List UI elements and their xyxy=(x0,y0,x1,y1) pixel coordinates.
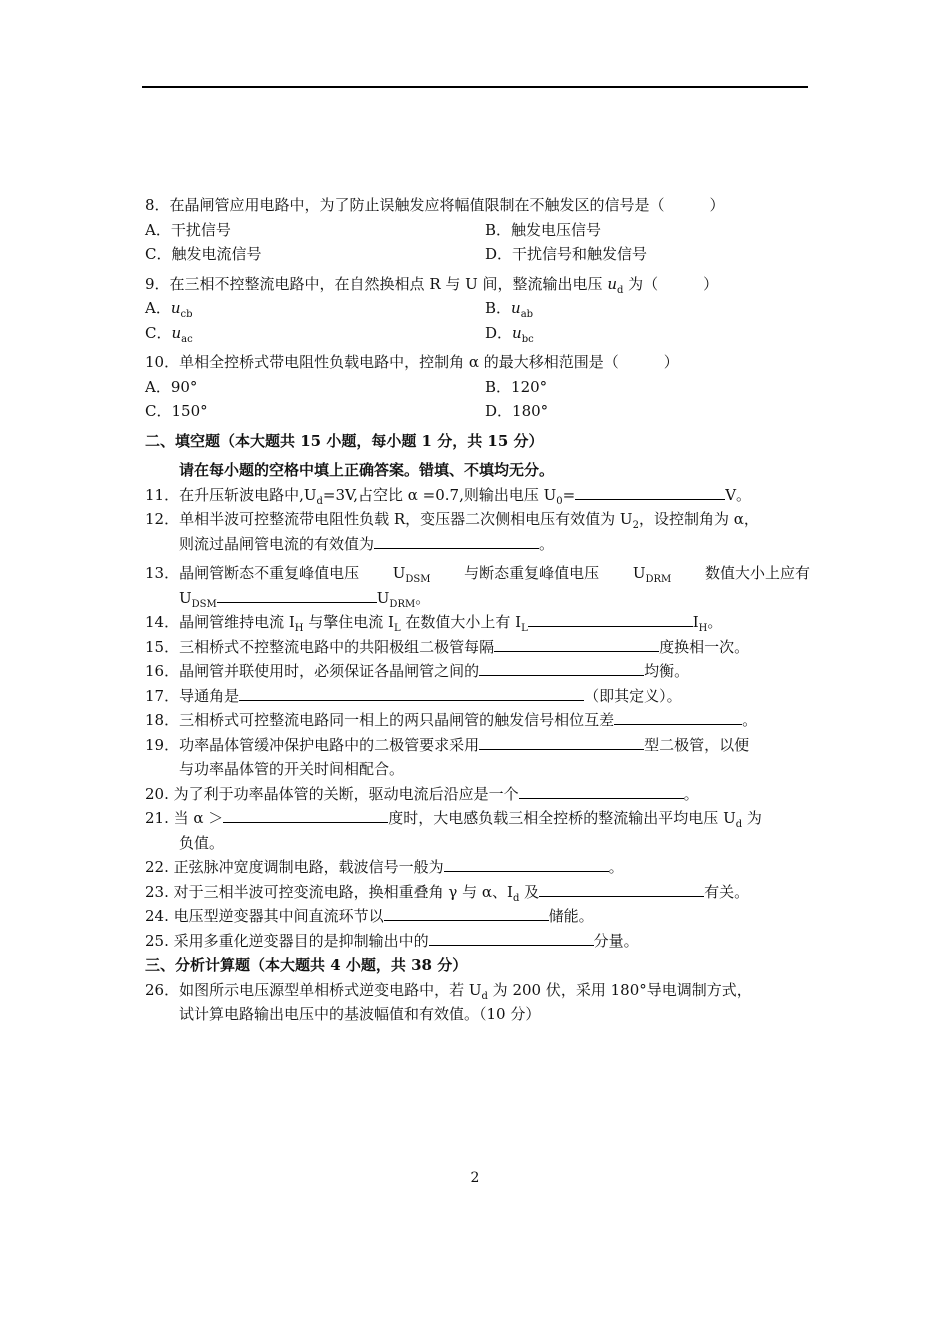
q23-sub: d xyxy=(512,892,520,904)
q25-text-2: 分量。 xyxy=(593,931,639,950)
question-12-line-2 xyxy=(145,532,810,557)
question-8-options-row-2 xyxy=(145,242,810,267)
question-13-line-2 xyxy=(145,586,810,611)
question-23 xyxy=(145,880,810,905)
answer-blank[interactable] xyxy=(519,784,684,799)
question-9-options-row-1 xyxy=(145,296,810,321)
answer-blank[interactable] xyxy=(494,637,659,652)
question-19-line-2: 与功率晶体管的开关时间相配合。 xyxy=(179,760,405,778)
question-24 xyxy=(145,904,810,929)
answer-blank[interactable] xyxy=(614,710,742,725)
option-letter: D． xyxy=(485,323,513,342)
answer-blank[interactable] xyxy=(217,588,377,603)
option-var: u xyxy=(512,323,522,342)
question-9-option-d xyxy=(485,321,534,346)
question-17 xyxy=(145,684,810,709)
question-10-option-a: A．90° xyxy=(145,377,198,396)
exam-page-body xyxy=(145,193,810,1027)
q14-sub: H xyxy=(698,623,708,634)
section-3-title: 三、分析计算题（本大题共 4 小题，共 38 分） xyxy=(145,956,468,974)
answer-blank[interactable] xyxy=(429,931,594,946)
q19-text-2: 型二极管，以便 xyxy=(644,735,750,754)
q14-text-3: 在数值大小上有 I xyxy=(400,613,522,631)
q13-text-2: 与断态重复峰值电压 xyxy=(464,564,600,582)
q17-text-2: （即其定义）。 xyxy=(584,686,682,705)
q13-end: 。 xyxy=(415,588,431,607)
question-22 xyxy=(145,855,810,880)
option-letter: A． xyxy=(145,299,171,317)
q26-text-2: 为 200 伏，采用 180°导电调制方式， xyxy=(487,980,752,999)
answer-blank[interactable] xyxy=(444,857,609,872)
q13-u: U xyxy=(632,564,646,582)
question-9-stem-end: 为（ ） xyxy=(623,274,719,293)
q12-text-4: 。 xyxy=(539,534,555,553)
q23-text-2: 及 xyxy=(519,882,540,901)
question-16 xyxy=(145,659,810,684)
question-9-stem xyxy=(145,272,810,297)
question-11 xyxy=(145,483,810,508)
q21-sub: d xyxy=(735,819,743,830)
question-10-option-c: C．150° xyxy=(145,402,208,420)
option-var: u xyxy=(511,299,521,317)
answer-blank[interactable] xyxy=(539,882,704,897)
header-rule xyxy=(142,86,808,88)
question-8-option-a: A．干扰信号 xyxy=(145,220,231,239)
q18-text-1: 18．三相桥式可控整流电路同一相上的两只晶闸管的触发信号相位互差 xyxy=(145,711,615,729)
question-8-stem: 8．在晶闸管应用电路中，为了防止误触发应将幅值限制在不触发区的信号是（ ） xyxy=(145,196,725,214)
option-sub: ac xyxy=(181,333,193,345)
q13-sub: DSM xyxy=(405,574,431,585)
q14-sub: L xyxy=(521,623,528,634)
q25-text-1: 25. 采用多重化逆变器目的是抑制输出中的 xyxy=(145,931,429,950)
q19-text-1: 19．功率晶体管缓冲保护电路中的二极管要求采用 xyxy=(145,735,480,754)
question-9-sub: d xyxy=(617,284,624,296)
q26-sub: d xyxy=(481,990,488,1002)
q23-text-3: 有关。 xyxy=(704,882,750,901)
q16-text-2: 均衡。 xyxy=(644,662,690,680)
q14-sub: L xyxy=(393,623,401,634)
question-13-line-1 xyxy=(145,561,810,586)
q26-text-1: 26．如图所示电压源型单相桥式逆变电路中，若 U xyxy=(145,980,482,999)
q20-text-2: 。 xyxy=(683,784,699,803)
answer-blank[interactable] xyxy=(384,906,549,921)
page-number: 2 xyxy=(470,1170,480,1186)
q13-u: U xyxy=(392,564,406,582)
question-10-option-d: D．180° xyxy=(485,402,549,420)
question-10-stem: 10．单相全控桥式带电阻性负载电路中，控制角 α 的最大移相范围是（ ） xyxy=(145,353,679,371)
q15-text-2: 度换相一次。 xyxy=(659,637,750,656)
option-letter: B． xyxy=(485,299,512,317)
answer-blank[interactable] xyxy=(239,686,584,701)
answer-blank[interactable] xyxy=(223,808,388,823)
question-10-options-row-2 xyxy=(145,399,810,424)
question-9-option-b xyxy=(485,296,533,321)
q15-text-1: 15．三相桥式不控整流电路中的共阳极组二极管每隔 xyxy=(145,637,495,656)
q11-sub-1: d xyxy=(316,495,323,507)
question-26-line-1 xyxy=(145,978,810,1003)
question-8-option-d: D．干扰信号和触发信号 xyxy=(485,245,648,263)
q21-text-1: 21. 当 α ＞ xyxy=(145,809,224,827)
question-9-var: u xyxy=(607,274,617,293)
answer-blank[interactable] xyxy=(479,661,644,676)
q22-text-2: 。 xyxy=(608,858,624,876)
question-10-option-b: B．120° xyxy=(485,377,548,396)
question-26-line-2: 试计算电路输出电压中的基波幅值和有效值。（10 分） xyxy=(179,1005,541,1023)
q13-text-3: 数值大小上应有 xyxy=(704,564,810,582)
question-21-line-1 xyxy=(145,806,810,831)
q11-text-4: V。 xyxy=(725,485,752,504)
question-15 xyxy=(145,635,810,660)
question-21-line-2: 负值。 xyxy=(179,833,225,852)
q16-text-1: 16．晶闸管并联使用时，必须保证各晶闸管之间的 xyxy=(145,662,480,680)
q13-u: U xyxy=(376,588,390,607)
q23-text-1: 23. 对于三相半波可控变流电路，换相重叠角 γ 与 α、I xyxy=(145,882,513,901)
q21-text-3: 为 xyxy=(742,809,762,827)
question-9-stem-text: 9．在三相不控整流电路中，在自然换相点 R 与 U 间，整流输出电压 xyxy=(145,274,608,293)
q12-text-3: 则流过晶闸管电流的有效值为 xyxy=(179,534,375,553)
answer-blank[interactable] xyxy=(575,485,725,500)
q12-text-1: 12．单相半波可控整流带电阻性负载 R，变压器二次侧相电压有效值为 U xyxy=(145,510,633,528)
question-18 xyxy=(145,708,810,733)
option-var: u xyxy=(171,323,182,342)
question-12-line-1 xyxy=(145,507,810,532)
q11-text-3: = xyxy=(562,485,576,504)
q11-text-2: =3V,占空比 α =0.7,则输出电压 U xyxy=(322,485,557,504)
q24-text-1: 24. 电压型逆变器其中间直流环节以 xyxy=(145,907,384,925)
option-sub: cb xyxy=(180,309,193,320)
q11-text-1: 11．在升压斩波电路中,U xyxy=(145,485,317,504)
question-9-option-a xyxy=(145,296,193,321)
q13-udrm xyxy=(633,561,671,586)
question-14 xyxy=(145,610,810,635)
question-25 xyxy=(145,929,810,954)
option-var: u xyxy=(170,299,181,317)
q13-sub: DRM xyxy=(389,598,416,610)
q12-sub: 2 xyxy=(632,520,639,531)
question-20 xyxy=(145,782,810,807)
option-sub: ab xyxy=(520,309,534,320)
q20-text-1: 20. 为了利于功率晶体管的关断，驱动电流后沿应是一个 xyxy=(145,784,519,803)
q13-sub: DRM xyxy=(645,574,672,585)
q14-text-4: I xyxy=(692,613,699,631)
q13-u: U xyxy=(179,588,192,607)
question-8-options-row-1 xyxy=(145,218,810,243)
section-2-title: 二、填空题（本大题共 15 小题，每小题 1 分，共 15 分） xyxy=(145,431,544,450)
q21-text-2: 度时，大电感负载三相全控桥的整流输出平均电压 U xyxy=(388,809,736,827)
question-8-option-c: C．触发电流信号 xyxy=(145,245,262,263)
section-2-instruction: 请在每小题的空格中填上正确答案。错填、不填均无分。 xyxy=(179,461,555,479)
answer-blank[interactable] xyxy=(479,735,644,750)
q12-text-2: ，设控制角为 α， xyxy=(638,510,759,528)
answer-blank[interactable] xyxy=(528,612,693,627)
q14-text-1: 14．晶闸管维持电流 I xyxy=(145,613,295,631)
question-10-options-row-1 xyxy=(145,375,810,400)
question-8-option-b: B．触发电压信号 xyxy=(485,220,602,239)
q14-text-5: 。 xyxy=(707,613,723,631)
question-9-option-c xyxy=(145,321,193,346)
q13-text-1: 13．晶闸管断态不重复峰值电压 xyxy=(145,564,360,582)
question-9-options-row-2 xyxy=(145,321,810,346)
q18-text-2: 。 xyxy=(742,711,758,729)
q13-udsm xyxy=(393,561,431,586)
option-letter: C． xyxy=(145,323,172,342)
answer-blank[interactable] xyxy=(374,534,539,549)
q14-text-2: 与擎住电流 I xyxy=(303,613,394,631)
q17-text-1: 17．导通角是 xyxy=(145,686,240,705)
q22-text-1: 22. 正弦脉冲宽度调制电路，载波信号一般为 xyxy=(145,858,444,876)
q14-sub: H xyxy=(294,623,304,634)
q13-sub: DSM xyxy=(191,598,217,610)
q24-text-2: 储能。 xyxy=(548,907,594,925)
question-19-line-1 xyxy=(145,733,810,758)
option-sub: bc xyxy=(521,333,534,345)
q11-sub-2: 0 xyxy=(556,495,563,507)
